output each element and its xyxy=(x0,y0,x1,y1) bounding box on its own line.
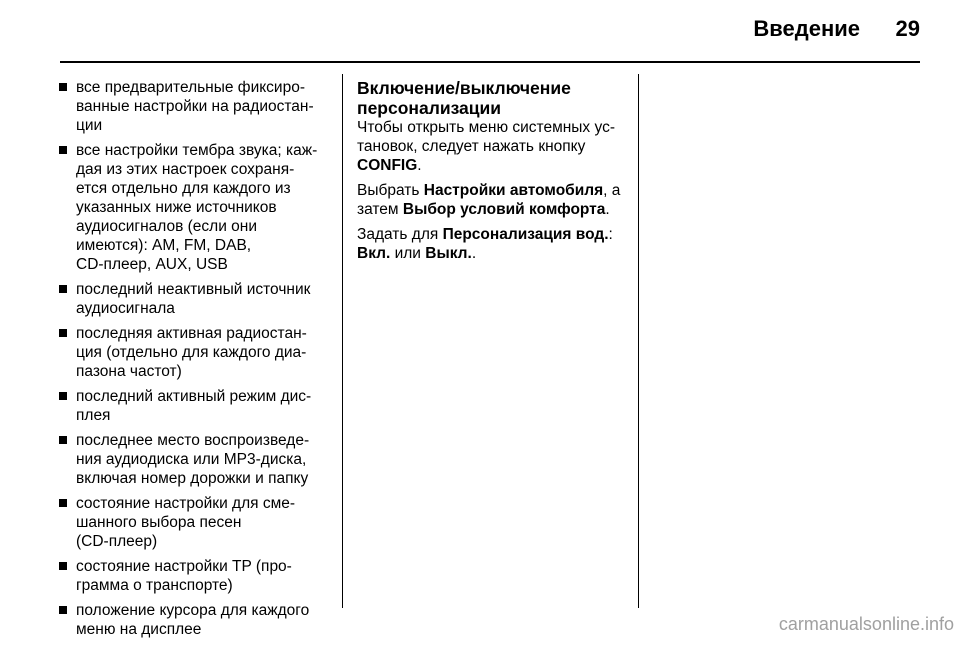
column-divider-left xyxy=(342,74,343,608)
list-item xyxy=(58,141,336,274)
bullet-square-icon xyxy=(59,436,67,444)
list-item xyxy=(58,431,336,488)
bullet-square-icon xyxy=(59,392,67,400)
section-heading: Включение/выключение персонализации xyxy=(357,78,571,118)
list-item-text: все настройки тембра звука; каж- дая из этих настроек сохраня- ется отдельно для каждого из указанных ниже источников аудиосигналов (если они имеются): AM, FM, DAB, CD-плеер, AUX, USB xyxy=(76,142,318,273)
menu-item-vehicle-settings: Настройки автомобиля xyxy=(423,182,604,199)
list-item xyxy=(58,494,336,551)
paragraph-set-personalization xyxy=(357,225,629,263)
page-title: Введение xyxy=(753,16,860,41)
paragraph-open-config xyxy=(357,118,629,175)
paragraph-text: или xyxy=(390,245,426,262)
list-item-text: последний активный режим дис- плея xyxy=(76,388,312,424)
option-on: Вкл. xyxy=(357,245,391,262)
paragraph-text: . xyxy=(417,157,422,174)
list-item xyxy=(58,324,336,381)
column-divider-right xyxy=(638,74,639,608)
list-item-text: положение курсора для каждого меню на дисплее xyxy=(76,602,310,638)
list-item-text: последняя активная радиостан- ция (отдельно для каждого диа- пазона частот) xyxy=(76,325,307,380)
list-item xyxy=(58,280,336,318)
list-item-text: последнее место воспроизведе- ния аудиодиска или MP3-диска, включая номер дорожки и папку xyxy=(76,432,310,487)
watermark: carmanualsonline.info xyxy=(778,614,954,634)
option-off: Выкл. xyxy=(425,245,472,262)
paragraph-text: : xyxy=(608,226,613,243)
paragraph-text: . xyxy=(605,201,610,218)
saved-settings-list xyxy=(58,78,336,645)
bullet-square-icon xyxy=(59,83,67,91)
list-item xyxy=(58,78,336,135)
list-item xyxy=(58,601,336,639)
personalization-section xyxy=(357,78,629,269)
bullet-square-icon xyxy=(59,562,67,570)
list-item-text: все предварительные фиксиро- ванные настройки на радиостан- ции xyxy=(76,79,314,134)
list-item xyxy=(58,387,336,425)
paragraph-text: Задать для xyxy=(357,226,443,243)
bullet-square-icon xyxy=(59,146,67,154)
list-item-text: состояние настройки TP (про- грамма о транспорте) xyxy=(76,558,292,594)
paragraph-text: , а затем xyxy=(357,182,621,218)
bullet-square-icon xyxy=(59,499,67,507)
list-item-text: состояние настройки для сме- шанного выбора песен (CD-плеер) xyxy=(76,495,296,550)
bullet-square-icon xyxy=(59,285,67,293)
bullet-square-icon xyxy=(59,329,67,337)
bullet-square-icon xyxy=(59,606,67,614)
menu-item-driver-personalization: Персонализация вод. xyxy=(442,226,609,243)
paragraph-text: Чтобы открыть меню системных ус- тановок, следует нажать кнопку xyxy=(357,119,615,155)
list-item-text: последний неактивный источник аудиосигнала xyxy=(76,281,311,317)
menu-item-comfort-settings: Выбор условий комфорта xyxy=(402,201,606,218)
config-button-label: CONFIG xyxy=(357,157,418,174)
paragraph-text: . xyxy=(471,245,477,262)
paragraph-select-settings xyxy=(357,181,629,219)
page-number: 29 xyxy=(895,16,920,41)
header-rule xyxy=(60,61,920,63)
paragraph-text: Выбрать xyxy=(357,182,424,199)
list-item xyxy=(58,557,336,595)
